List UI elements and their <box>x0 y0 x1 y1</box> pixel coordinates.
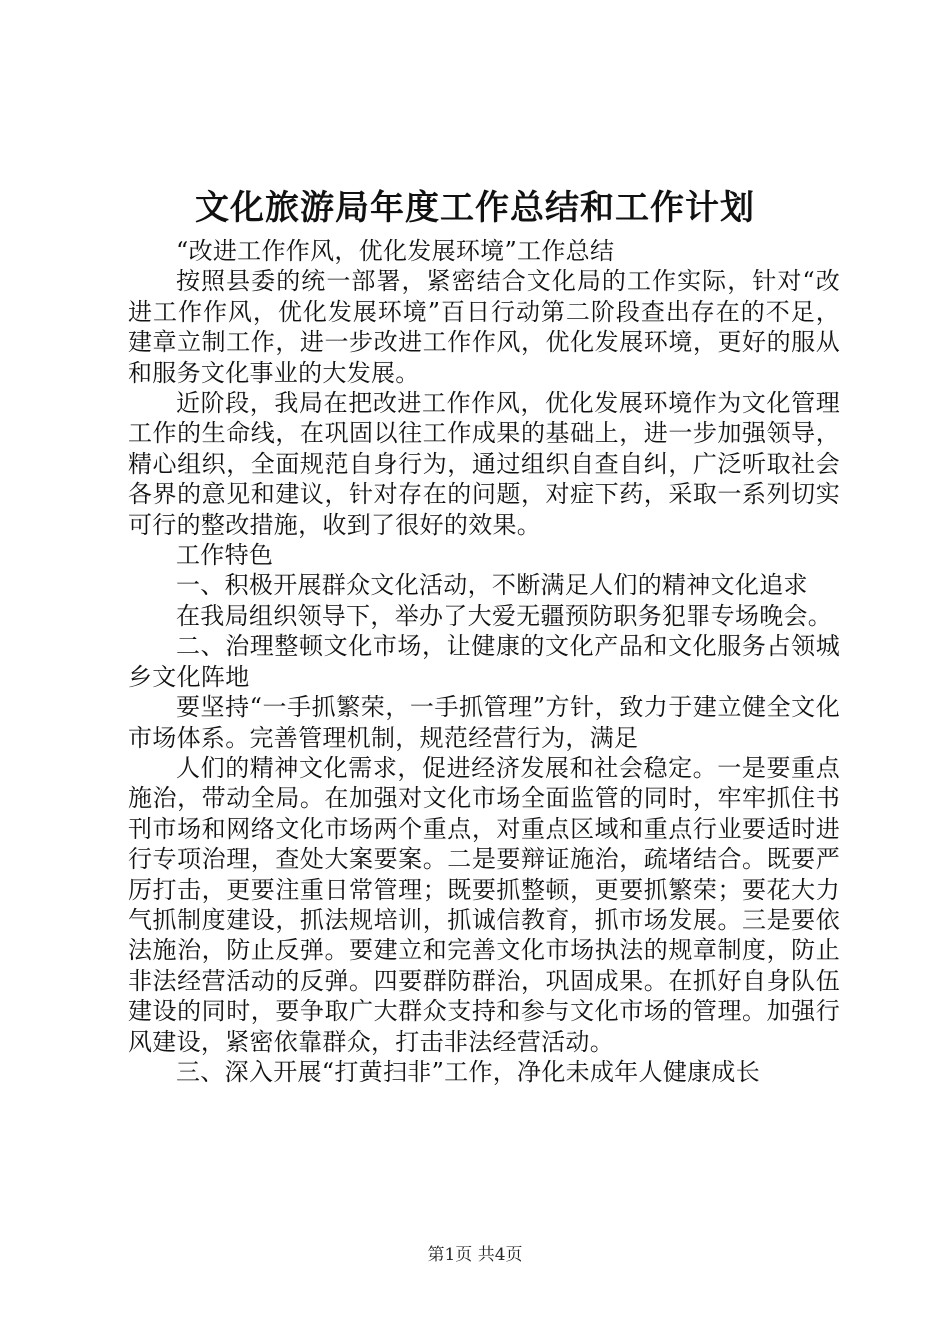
paragraph: 人们的精神文化需求，促进经济发展和社会稳定。一是要重点施治，带动全局。在加强对文化市场全面监管的同时，牢牢抓住书刊市场和网络文化市场两个重点，对重点区域和重点行业要适时进行专项治理，查处大案要案。二是要辩证施治，疏堵结合。既要严厉打击，更要注重日常管理；既要抓整顿，更要抓繁荣；要花大力气抓制度建设，抓法规培训，抓诚信教育，抓市场发展。三是要依法施治，防止反弹。要建立和完善文化市场执法的规章制度，防止非法经营活动的反弹。四要群防群治，巩固成果。在抓好自身队伍建设的同时，要争取广大群众支持和参与文化市场的管理。加强行风建设，紧密依靠群众，打击非法经营活动。 <box>128 753 840 1056</box>
paragraph: 按照县委的统一部署，紧密结合文化局的工作实际，针对“改进工作作风，优化发展环境”百日行动第二阶段查出存在的不足，建章立制工作，进一步改进工作作风，优化发展环境，更好的服从和服务文化事业的大发展。 <box>128 267 840 387</box>
section-heading: 三、深入开展“打黄扫非”工作，净化未成年人健康成长 <box>176 1057 761 1086</box>
section-heading: 一、积极开展群众文化活动，不断满足人们的精神文化追求 <box>176 571 808 600</box>
document-body <box>128 236 840 1087</box>
paragraph-subtitle: “改进工作作风，优化发展环境”工作总结 <box>176 237 615 265</box>
page-number-footer: 第1页 共4页 <box>427 1245 523 1265</box>
document-title: 文化旅游局年度工作总结和工作计划 <box>195 188 755 228</box>
paragraph: 要坚持“一手抓繁荣，一手抓管理”方针，致力于建立健全文化市场体系。完善管理机制，规范经营行为，满足 <box>128 693 840 752</box>
paragraph: 在我局组织领导下，举办了大爱无疆预防职务犯罪专场晚会。 <box>176 601 833 630</box>
paragraph: 近阶段，我局在把改进工作作风，优化发展环境作为文化管理工作的生命线，在巩固以往工作成果的基础上，进一步加强领导，精心组织，全面规范自身行为，通过组织自查自纠，广泛听取社会各界的意见和建议，针对存在的问题，对症下药，采取一系列切实可行的整改措施，收到了很好的效果。 <box>128 389 840 539</box>
section-heading: 二、治理整顿文化市场，让健康的文化产品和文化服务占领城乡文化阵地 <box>128 632 840 691</box>
section-heading: 工作特色 <box>176 541 274 570</box>
